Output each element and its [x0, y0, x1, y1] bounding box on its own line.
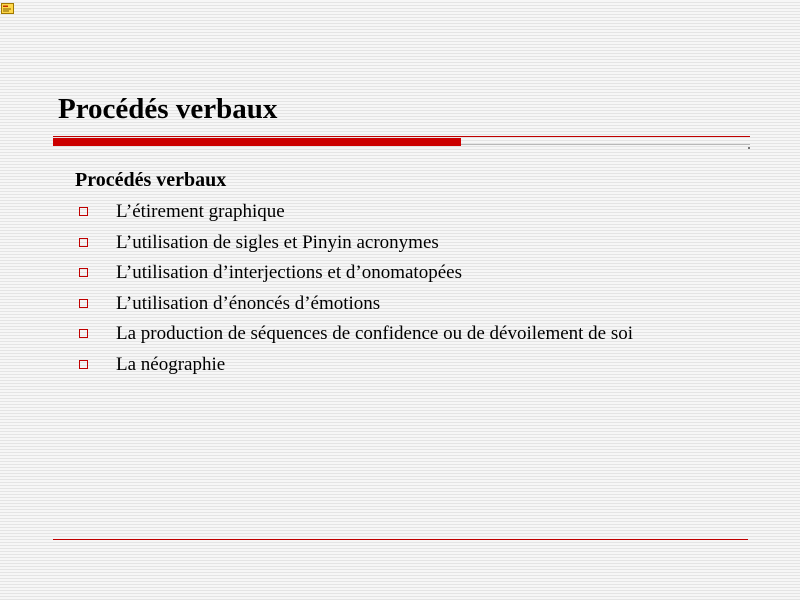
hollow-square-bullet-icon: [79, 238, 88, 247]
list-item: [75, 260, 775, 291]
title-rule-gray: [461, 144, 750, 145]
list-item: [75, 230, 775, 261]
list-item-text: L’utilisation d’interjections et d’onomatopées: [116, 262, 462, 284]
hollow-square-bullet-icon: [79, 299, 88, 308]
hollow-square-bullet-icon: [79, 360, 88, 369]
list-item-text: La production de séquences de confidence ou de dévoilement de soi: [116, 323, 634, 345]
bullet-list: [75, 199, 775, 383]
title-rule-dot: [748, 147, 750, 149]
hollow-square-bullet-icon: [79, 268, 88, 277]
list-item: [75, 291, 775, 322]
list-item-text: La néographie: [116, 353, 226, 375]
slide-title: Procédés verbaux: [58, 93, 278, 125]
list-item: [75, 321, 775, 352]
footer-rule: [53, 539, 748, 540]
list-item-text: L’étirement graphique: [116, 201, 285, 222]
title-rule-thin: [53, 136, 750, 137]
slide-content: [75, 167, 775, 383]
hollow-square-bullet-icon: [79, 329, 88, 338]
slide-options-icon[interactable]: [1, 1, 14, 12]
title-rule-thick: [53, 138, 461, 146]
hollow-square-bullet-icon: [79, 207, 88, 216]
list-item: [75, 352, 775, 383]
list-item-text: L’utilisation d’énoncés d’émotions: [116, 292, 381, 314]
content-subheading: Procédés verbaux: [75, 169, 227, 191]
list-item: [75, 199, 775, 230]
list-item-text: L’utilisation de sigles et Pinyin acronymes: [116, 231, 439, 253]
